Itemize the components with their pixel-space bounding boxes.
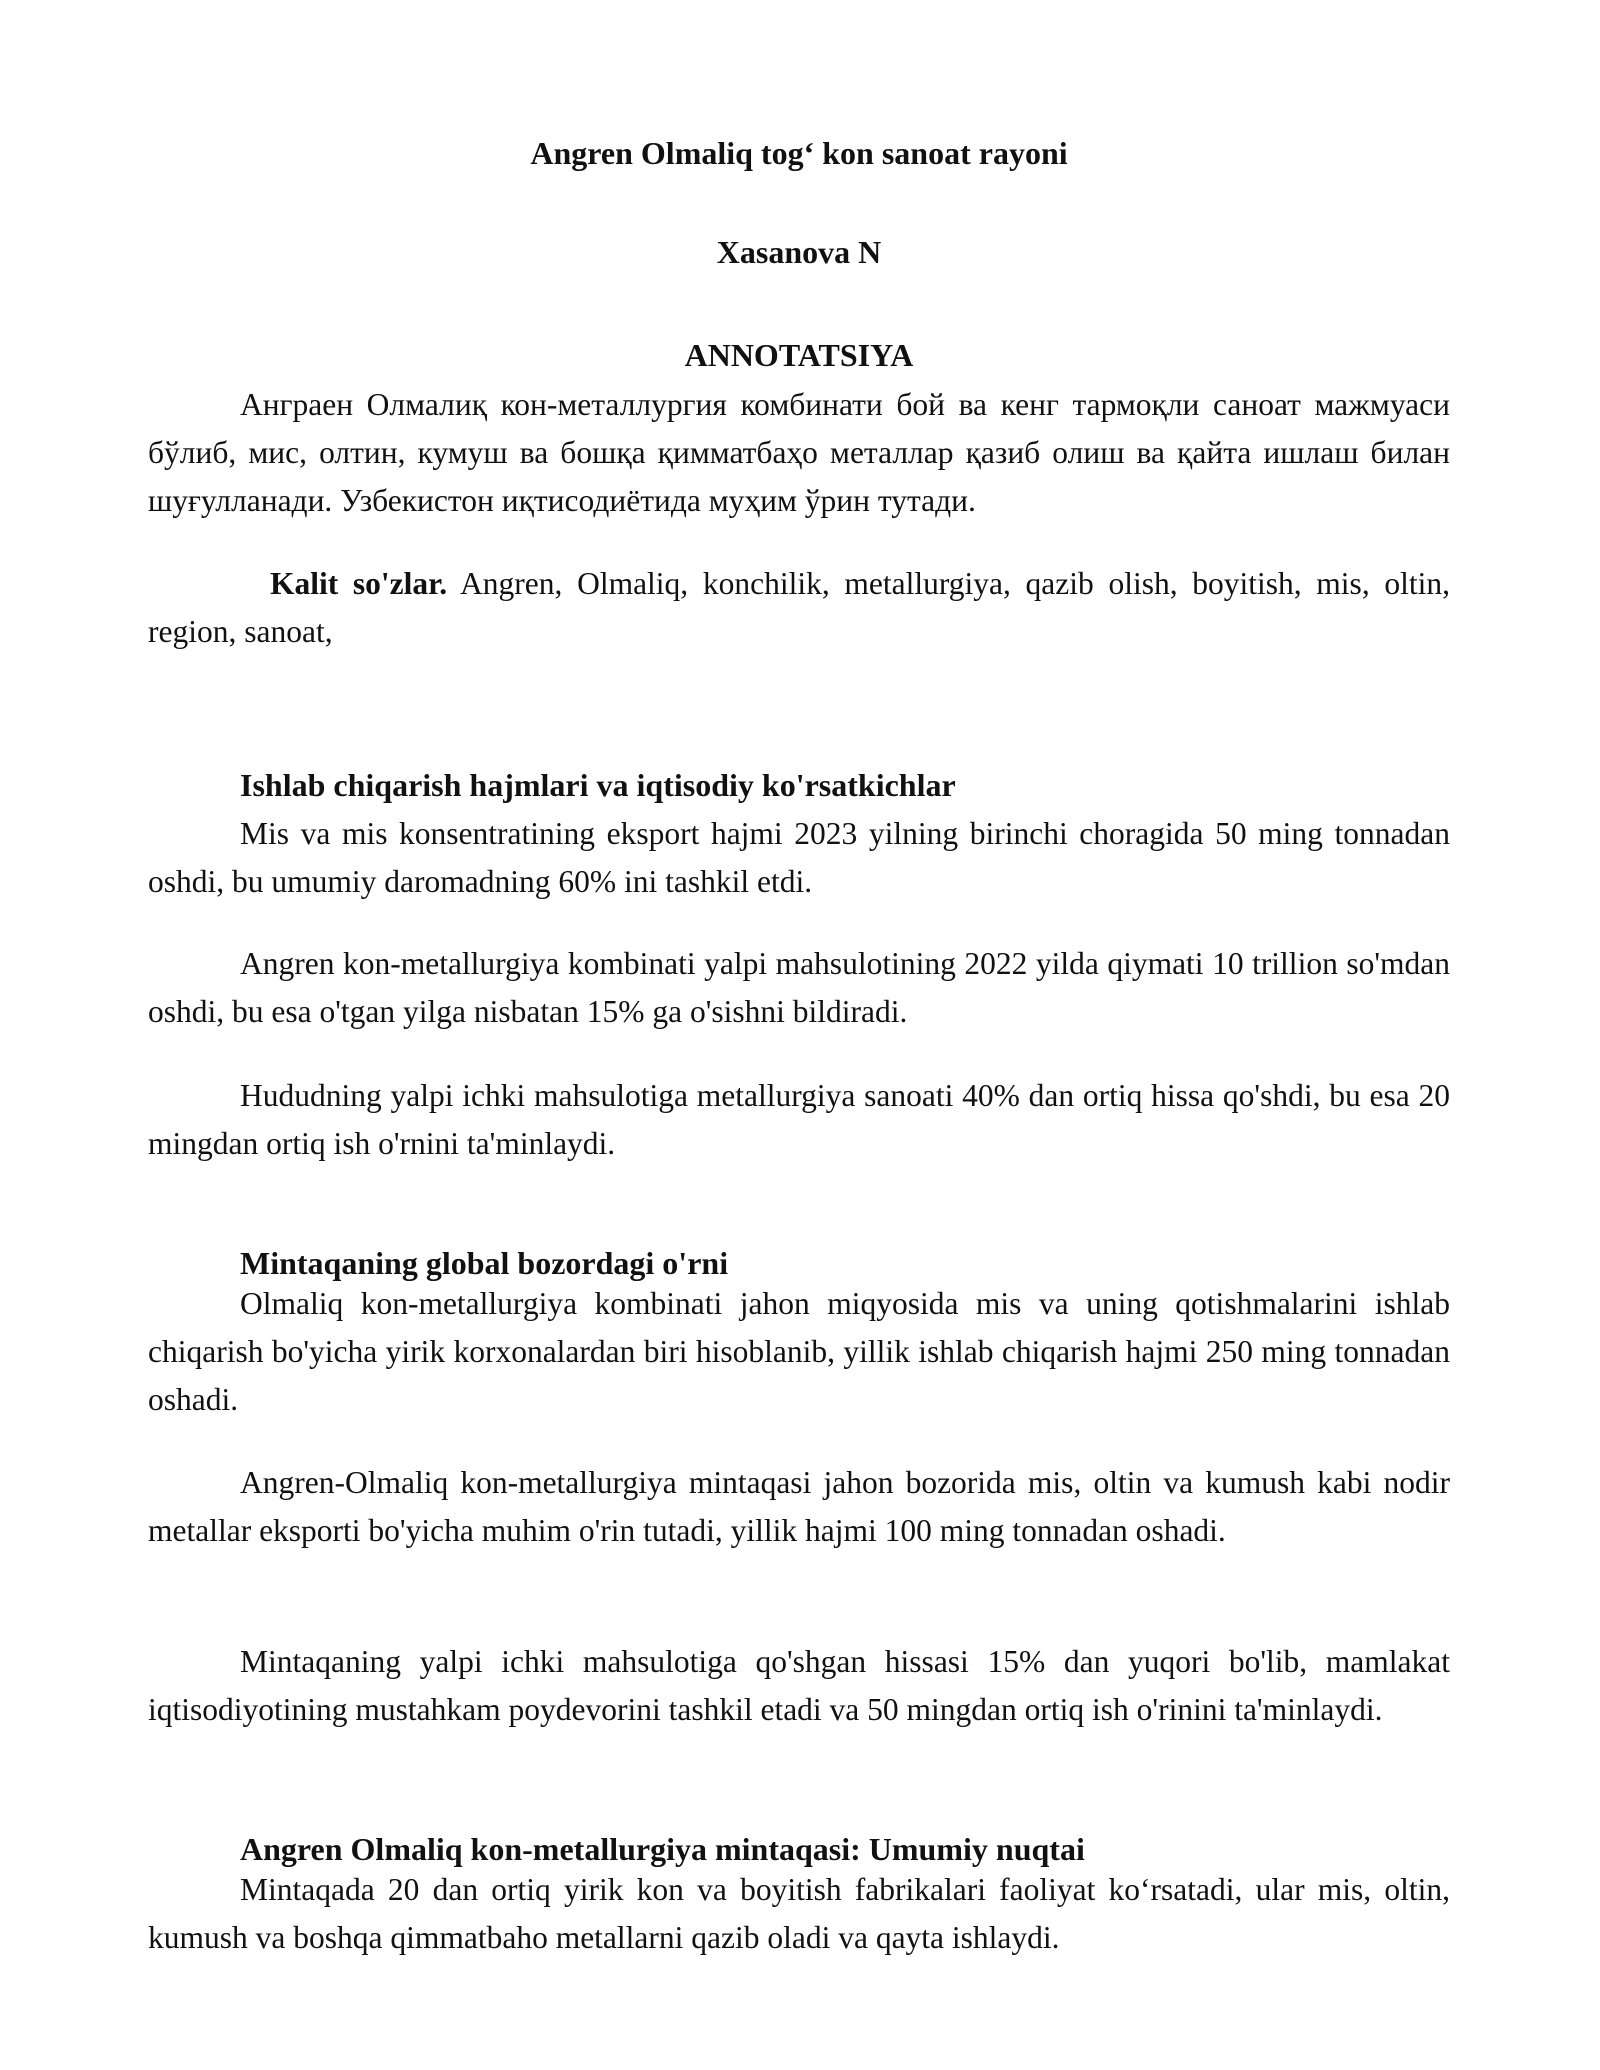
abstract-text: Анграен Олмалиқ кон-металлургия комбинати бой ва кенг тармоқли саноат мажмуаси бўлиб, мис, олтин, кумуш ва бошқа қимматбаҳо металлар қазиб олиш ва қайта ишлаш билан шуғулланади. Узбекистон иқтисодиётида муҳим ўрин тутади. [148,387,1450,518]
document-page [148,0,1450,2070]
section-heading-overview: Angren Olmaliq kon-metallurgiya mintaqasi: Umumiy nuqtai [240,1831,1085,1867]
keywords-label: Kalit so'zlar. [270,566,448,601]
paragraph-production-2: Angren kon-metallurgiya kombinati yalpi mahsulotining 2022 yilda qiymati 10 trillion so'mdan oshdi, bu esa o'tgan yilga nisbatan 15% ga o'sishni bildiradi. [148,946,1450,1029]
paragraph-overview-1: Mintaqada 20 dan ortiq yirik kon va boyitish fabrikalari faoliyat ko‘rsatadi, ular mis, oltin, kumush va boshqa qimmatbaho metallarni qazib oladi va qayta ishlaydi. [148,1872,1450,1955]
section-heading-production: Ishlab chiqarish hajmlari va iqtisodiy ko'rsatkichlar [240,767,956,803]
abstract-heading: ANNOTATSIYA [684,337,914,373]
author-name: Xasanova N [716,234,882,270]
paragraph-global-market-1: Olmaliq kon-metallurgiya kombinati jahon miqyosida mis va uning qotishmalarini ishlab chiqarish bo'yicha yirik korxonalardan biri hisoblanib, yillik ishlab chiqarish hajmi 250 ming tonnadan oshadi. [148,1286,1450,1417]
document-title: Angren Olmaliq tog‘ kon sanoat rayoni [530,135,1068,171]
paragraph-production-3: Hududning yalpi ichki mahsulotiga metallurgiya sanoati 40% dan ortiq hissa qo'shdi, bu esa 20 mingdan ortiq ish o'rnini ta'minlaydi. [148,1078,1450,1161]
paragraph-global-market-2: Angren-Olmaliq kon-metallurgiya mintaqasi jahon bozorida mis, oltin va kumush kabi nodir metallar eksporti bo'yicha muhim o'rin tutadi, yillik hajmi 100 ming tonnadan oshadi. [148,1465,1450,1548]
keywords-text: Angren, Olmaliq, konchilik, metallurgiya, qazib olish, boyitish, mis, oltin, region, sanoat, [148,566,1450,649]
paragraph-global-market-3: Mintaqaning yalpi ichki mahsulotiga qo'shgan hissasi 15% dan yuqori bo'lib, mamlakat iqtisodiyotining mustahkam poydevorini tashkil etadi va 50 mingdan ortiq ish o'rinini ta'minlaydi. [148,1644,1450,1727]
keywords-paragraph [148,560,1450,656]
paragraph-production-1: Mis va mis konsentratining eksport hajmi 2023 yilning birinchi choragida 50 ming tonnadan oshdi, bu umumiy daromadning 60% ini tashkil etdi. [148,816,1450,899]
section-heading-global-market: Mintaqaning global bozordagi o'rni [240,1245,729,1281]
